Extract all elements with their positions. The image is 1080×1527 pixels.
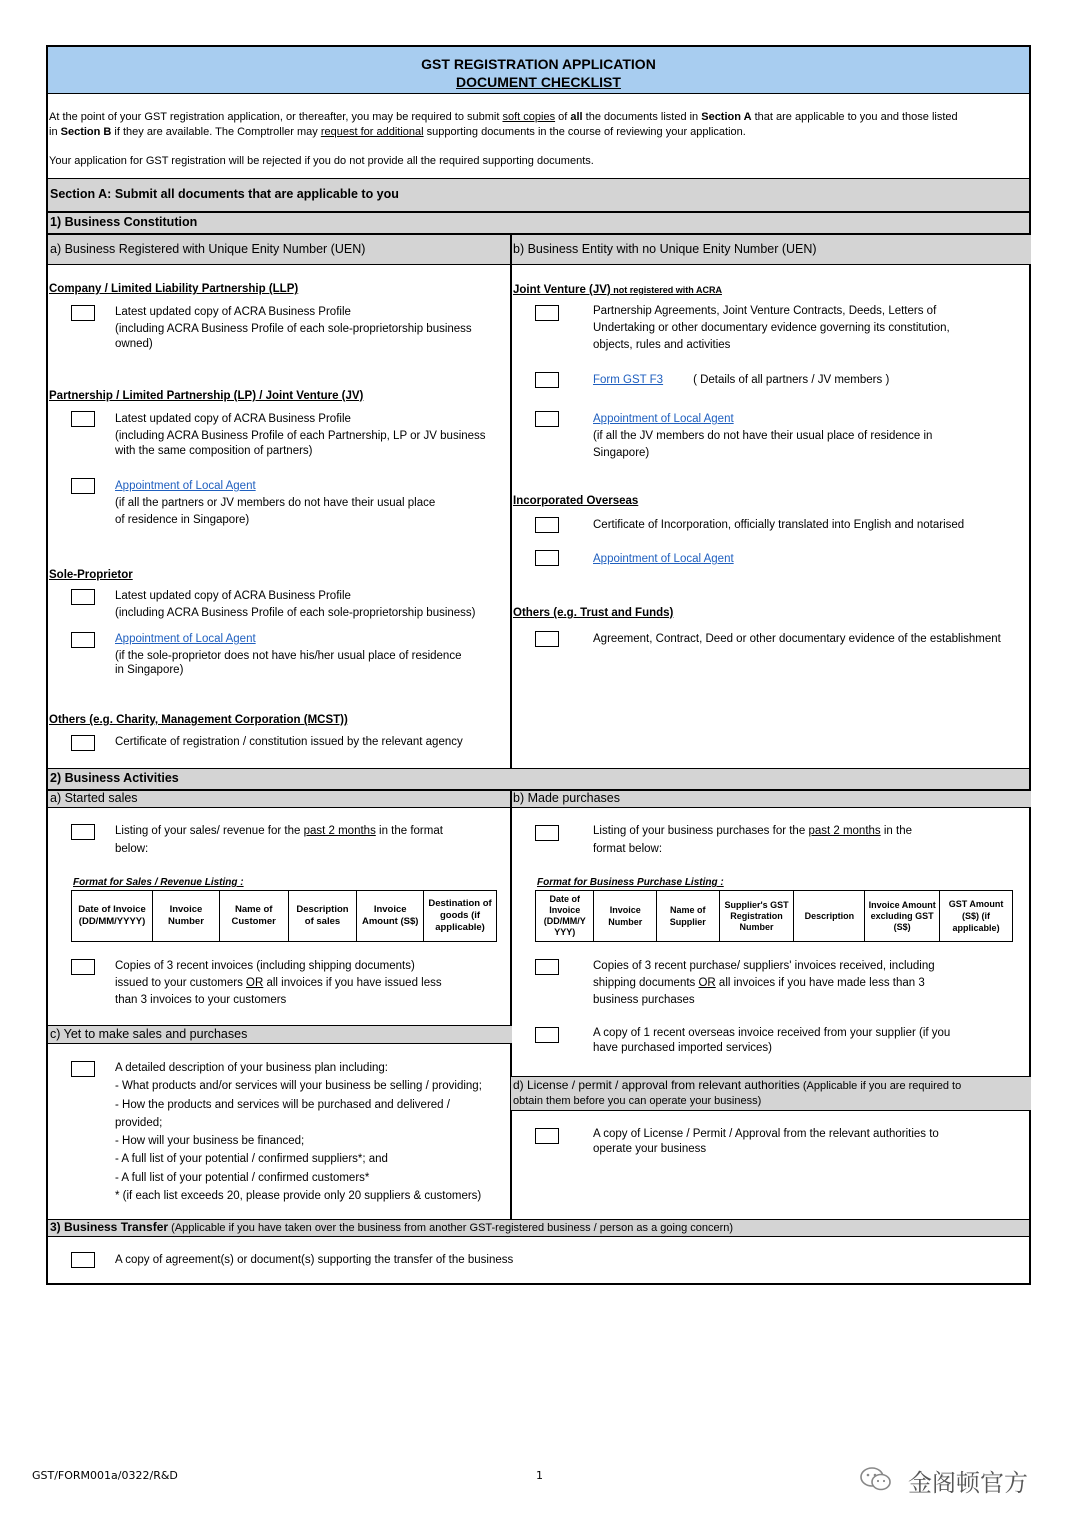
checkbox-incorporation-cert[interactable] [535, 517, 559, 533]
uen-registered-header: a) Business Registered with Unique Enity Number (UEN) [48, 234, 512, 265]
intro-rejection-note: Your application for GST registration will be rejected if you do not provide all the required supporting documents. [49, 155, 594, 167]
line: * (if each list exceeds 20, please provide only 20 suppliers & customers) [115, 1190, 482, 1203]
text: (Applicable if you are required to [799, 1080, 962, 1092]
intro-all: all [570, 111, 583, 123]
jv-agent-text [593, 411, 932, 462]
line: Latest updated copy of ACRA Business Profile [115, 306, 351, 318]
text: shipping documents [593, 977, 699, 989]
intro-text: in [49, 126, 61, 138]
text: all invoices if you have made less than 3 [715, 977, 925, 989]
table-row [536, 891, 1013, 942]
intro-section-b: Section B [60, 126, 112, 138]
checkbox-purchase-listing[interactable] [535, 825, 559, 841]
checkbox-form-gst-f3[interactable] [535, 372, 559, 388]
section-a-header: Section A: Submit all documents that are applicable to you [48, 178, 1029, 212]
text: in the format [375, 825, 443, 837]
text: past 2 months [808, 825, 881, 837]
line: Copies of 3 recent purchase/ suppliers' invoices received, including [593, 960, 935, 972]
line: in Singapore) [115, 664, 184, 676]
line: A copy of License / Permit / Approval from the relevant authorities to [593, 1128, 939, 1140]
appointment-local-agent-link[interactable]: Appointment of Local Agent [115, 633, 256, 645]
checkbox-purchase-invoices[interactable] [535, 959, 559, 975]
line: (including ACRA Business Profile of each sole-proprietorship business [115, 323, 472, 335]
overseas-invoice-text [593, 1026, 950, 1056]
checkbox-overseas-invoice[interactable] [535, 1027, 559, 1043]
partnership-acra-text [115, 411, 486, 460]
intro-text: that are applicable to you and those listed [751, 111, 958, 123]
appointment-local-agent-link[interactable]: Appointment of Local Agent [115, 480, 256, 492]
page-number: 1 [536, 1469, 543, 1482]
purchase-format-label: Format for Business Purchase Listing : [537, 877, 724, 888]
line: provided; [115, 1116, 163, 1129]
license-text [593, 1127, 939, 1157]
form-title [48, 47, 1029, 94]
line [513, 1078, 1031, 1094]
jv-heading-sub: not registered with ACRA [610, 285, 722, 295]
line: have purchased imported services) [593, 1042, 772, 1054]
checkbox-license[interactable] [535, 1128, 559, 1144]
checkbox-sole-acra[interactable] [71, 589, 95, 605]
text: (Applicable if you have taken over the business from another GST-registered business / person as a going concern) [168, 1222, 734, 1234]
col-amount: Invoice Amount excluding GST (S$) [865, 891, 940, 942]
line: owned) [115, 338, 153, 350]
purchase-invoices-text [593, 958, 935, 1009]
line: A detailed description of your business plan including: [115, 1062, 388, 1074]
jv-heading [513, 284, 722, 296]
line: (including ACRA Business Profile of each sole-proprietorship business) [115, 607, 476, 619]
text: OR [698, 977, 716, 989]
trust-agreement-text: Agreement, Contract, Deed or other documentary evidence of the establishment [593, 633, 1001, 645]
line: format below: [593, 843, 663, 855]
checkbox-trust-agreement[interactable] [535, 631, 559, 647]
license-header [511, 1076, 1031, 1111]
line: ( Details of all partners / JV members ) [693, 374, 890, 386]
checkbox-company-acra[interactable] [71, 305, 95, 321]
line [593, 975, 935, 992]
partnership-agent-text [115, 478, 435, 529]
partnership-heading: Partnership / Limited Partnership (LP) / Joint Venture (JV) [49, 390, 364, 402]
company-acra-text [115, 304, 472, 353]
line: (if all the partners or JV members do not have their usual place [115, 497, 436, 509]
text: all invoices if you have issued less [263, 977, 442, 989]
line: Latest updated copy of ACRA Business Profile [115, 590, 351, 602]
title-line2: DOCUMENT CHECKLIST [456, 74, 621, 90]
appointment-local-agent-link[interactable]: Appointment of Local Agent [593, 553, 734, 565]
text: Listing of your sales/ revenue for the [115, 825, 304, 837]
line: with the same composition of partners) [115, 445, 313, 457]
checkbox-transfer-agreement[interactable] [71, 1252, 95, 1268]
line: - How the products and services will be purchased and delivered / [115, 1098, 450, 1111]
text: Listing of your business purchases for the [593, 825, 809, 837]
sales-listing-text [115, 823, 443, 858]
sole-agent-text [115, 631, 461, 679]
line [593, 823, 912, 840]
incorporation-cert-text: Certificate of Incorporation, officially translated into English and notarised [593, 519, 965, 531]
line [115, 823, 443, 840]
sales-invoices-text [115, 958, 442, 1009]
intro-section-a: Section A [701, 111, 752, 123]
checkbox-sales-invoices[interactable] [71, 959, 95, 975]
checkbox-overseas-agent[interactable] [535, 550, 559, 566]
line: than 3 invoices to your customers [115, 994, 287, 1006]
col-invoice-number: Invoice Number [153, 891, 220, 942]
business-constitution-header: 1) Business Constitution [48, 212, 1029, 234]
intro-text: if they are available. The Comptroller may [111, 126, 321, 138]
checkbox-business-plan[interactable] [71, 1061, 95, 1077]
col-amount: Invoice Amount (S$) [357, 891, 424, 942]
checkbox-partnership-acra[interactable] [71, 411, 95, 427]
checkbox-sales-listing[interactable] [71, 824, 95, 840]
text: OR [246, 977, 264, 989]
line: Partnership Agreements, Joint Venture Contracts, Deeds, Letters of [593, 305, 937, 317]
wechat-icon [858, 1465, 894, 1493]
col-description: Description [794, 891, 865, 942]
others-certificate-text: Certificate of registration / constitution issued by the relevant agency [115, 736, 463, 748]
form-gst-f3-link[interactable]: Form GST F3 [593, 374, 664, 386]
line: operate your business [593, 1143, 707, 1155]
col-customer: Name of Customer [219, 891, 288, 942]
col-gst-amount: GST Amount (S$) (if applicable) [940, 891, 1013, 942]
line: Latest updated copy of ACRA Business Profile [115, 413, 351, 425]
company-llp-heading: Company / Limited Liability Partnership (LLP) [49, 283, 299, 295]
line: objects, rules and activities [593, 339, 731, 351]
line: (if the sole-proprietor does not have his/her usual place of residence [115, 650, 462, 662]
others-charity-heading: Others (e.g. Charity, Management Corporation (MCST)) [49, 714, 348, 726]
intro-text: At the point of your GST registration application, or thereafter, you may be required to submit [49, 111, 503, 123]
col-gst-reg: Supplier's GST Registration Number [719, 891, 794, 942]
form-gst-f3-text [593, 372, 889, 389]
sole-acra-text [115, 588, 476, 622]
checkbox-jv-agent[interactable] [535, 411, 559, 427]
others-trust-heading: Others (e.g. Trust and Funds) [513, 607, 674, 619]
title-line1: GST REGISTRATION APPLICATION [421, 56, 656, 72]
made-purchases-header: b) Made purchases [511, 790, 1031, 808]
watermark-text: 金阁顿官方 [908, 1470, 1028, 1497]
line: of residence in Singapore) [115, 514, 250, 526]
yet-to-make-header: c) Yet to make sales and purchases [48, 1025, 512, 1044]
sales-format-label: Format for Sales / Revenue Listing : [73, 877, 244, 888]
intro-text: supporting documents in the course of reviewing your application. [423, 126, 746, 138]
checkbox-jv-agreements[interactable] [535, 305, 559, 321]
text: past 2 months [303, 825, 376, 837]
business-plan-text [115, 1059, 482, 1205]
text: d) License / permit / approval from relevant authorities [513, 1078, 800, 1092]
line: obtain them before you can operate your business) [513, 1095, 762, 1107]
line: A copy of 1 recent overseas invoice received from your supplier (if you [593, 1027, 951, 1039]
line: Singapore) [593, 447, 650, 459]
col-date: Date of Invoice (DD/MM/YYYY) [72, 891, 153, 942]
col-date: Date of Invoice (DD/MM/Y YYY) [536, 891, 594, 942]
purchase-format-table [535, 890, 1013, 942]
appointment-local-agent-link[interactable]: Appointment of Local Agent [593, 413, 734, 425]
intro-text: the documents listed in [582, 111, 702, 123]
line: (if all the JV members do not have their usual place of residence in [593, 430, 933, 442]
col-invoice-number: Invoice Number [594, 891, 657, 942]
line: (including ACRA Business Profile of each Partnership, LP or JV business [115, 430, 486, 442]
column-divider [510, 790, 512, 1220]
line: - What products and/or services will your business be selling / providing; [115, 1080, 482, 1093]
intro-request-additional: request for additional [320, 126, 424, 138]
business-activities-header: 2) Business Activities [48, 768, 1029, 790]
text: 3) Business Transfer [50, 1220, 169, 1234]
intro-soft-copies: soft copies [502, 111, 556, 123]
form-code: GST/FORM001a/0322/R&D [32, 1469, 178, 1482]
text: in the [880, 825, 912, 837]
intro-paragraph [49, 110, 1029, 140]
line: business purchases [593, 994, 695, 1006]
business-transfer-header [48, 1219, 1029, 1237]
jv-agreements-text [593, 303, 950, 354]
purchase-listing-text [593, 823, 912, 858]
checklist-form [46, 45, 1031, 1285]
sole-proprietor-heading: Sole-Proprietor [49, 569, 133, 581]
checkbox-partnership-agent[interactable] [71, 478, 95, 494]
checkbox-sole-agent[interactable] [71, 632, 95, 648]
jv-heading-main: Joint Venture (JV) [513, 284, 611, 296]
sales-format-table [71, 890, 497, 942]
started-sales-header: a) Started sales [48, 790, 512, 808]
line: Undertaking or other documentary evidence governing its constitution, [593, 322, 950, 334]
col-destination: Destination of goods (if applicable) [424, 891, 497, 942]
line: Copies of 3 recent invoices (including shipping documents) [115, 960, 415, 972]
line: - A full list of your potential / confirmed suppliers*; and [115, 1153, 388, 1166]
transfer-agreement-text: A copy of agreement(s) or document(s) supporting the transfer of the business [115, 1254, 514, 1266]
line [115, 975, 442, 992]
col-supplier: Name of Supplier [657, 891, 720, 942]
incorporated-overseas-heading: Incorporated Overseas [513, 495, 639, 507]
intro-text: of [555, 111, 571, 123]
line: below: [115, 843, 149, 855]
table-row [72, 891, 497, 942]
no-uen-header: b) Business Entity with no Unique Enity Number (UEN) [511, 234, 1031, 265]
checkbox-others-certificate[interactable] [71, 735, 95, 751]
col-description: Description of sales [288, 891, 357, 942]
line: - How will your business be financed; [115, 1135, 305, 1148]
text: issued to your customers [115, 977, 247, 989]
line: - A full list of your potential / confirmed customers* [115, 1171, 370, 1184]
column-divider [510, 234, 512, 769]
